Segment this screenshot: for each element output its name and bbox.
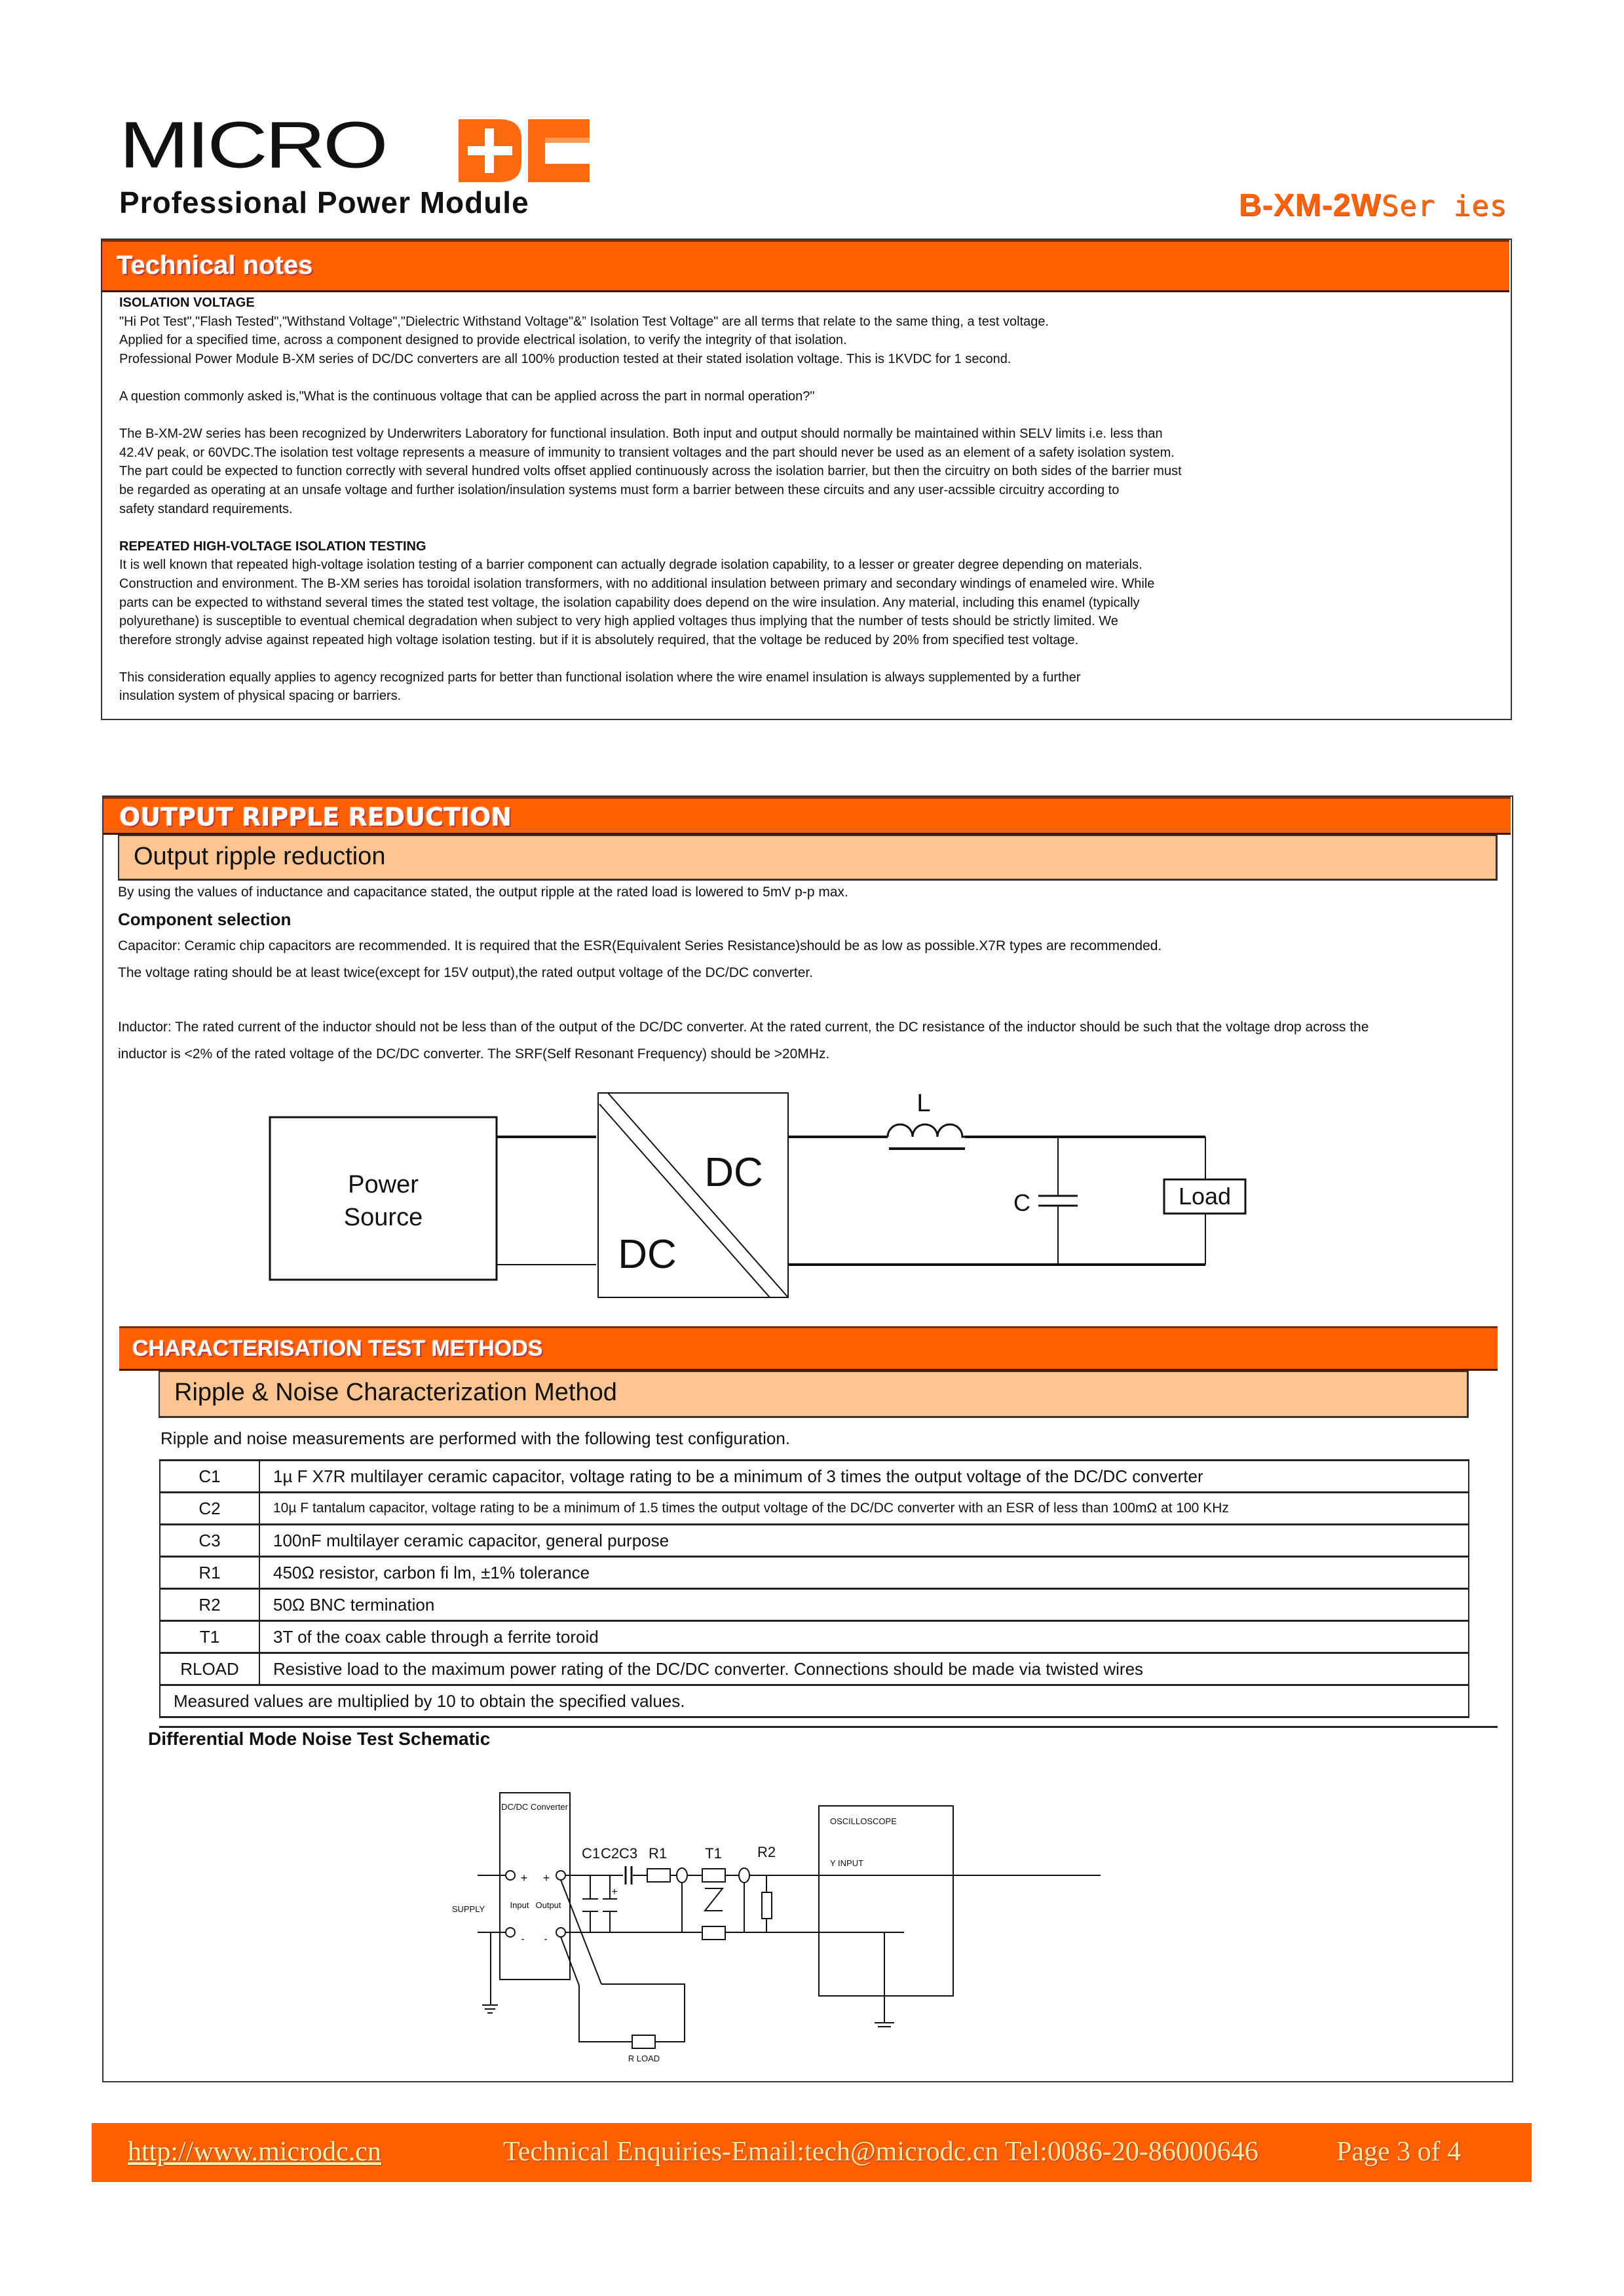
svg-text:-: - xyxy=(544,1934,548,1945)
svg-text:R1: R1 xyxy=(648,1845,668,1862)
svg-text:+: + xyxy=(611,1886,618,1898)
logo-wordmark: MICRO xyxy=(119,108,386,182)
component-desc: 50Ω BNC termination xyxy=(259,1589,1469,1621)
table-row xyxy=(160,1525,1469,1557)
ul-line: 42.4V peak, or 60VDC.The isolation test voltage represents a measure of immunity to transient voltages and the part should never be used as an element of a safety isolation system. xyxy=(119,445,1175,460)
svg-text:SUPPLY: SUPPLY xyxy=(451,1904,485,1914)
svg-text:Y INPUT: Y INPUT xyxy=(830,1858,864,1868)
component-ref: T1 xyxy=(160,1621,259,1653)
table-row xyxy=(160,1557,1469,1589)
table-row xyxy=(160,1589,1469,1621)
ul-line: be regarded as operating at an unsafe voltage and further isolation/insulation systems must form a barrier between these circuits and any user-acssible circuitry according to xyxy=(119,482,1120,497)
table-bottom-rule xyxy=(159,1726,1498,1728)
isolation-line: Applied for a specified time, across a component designed to provide electrical isolation, to verify the integrity of that isolation. xyxy=(119,333,847,348)
ul-line: The part could be expected to function correctly with several hundred volts offset applied continuously across the isolation barrier, but then the circuitry on both sides of the barrier must xyxy=(119,464,1182,479)
svg-text:DC/DC Converter: DC/DC Converter xyxy=(501,1802,568,1812)
svg-text:+: + xyxy=(520,1871,528,1885)
technical-notes-title: Technical notes xyxy=(117,251,313,280)
ripple-intro: By using the values of inductance and capacitance stated, the output ripple at the rated load is lowered to 5mV p-p max. xyxy=(118,885,848,900)
repeated-testing-heading: REPEATED HIGH-VOLTAGE ISOLATION TESTING xyxy=(119,539,426,554)
table-row xyxy=(160,1493,1469,1525)
repeated-line: therefore strongly advise against repeated high voltage isolation testing. but if it is absolutely required, that the voltage be reduced by 20% from specified test voltage. xyxy=(119,632,1079,647)
svg-text:Input: Input xyxy=(510,1900,529,1910)
contact-info: Technical Enquiries-Email:tech@microdc.cn Tel:0086-20-86000646 xyxy=(503,2137,1258,2167)
series-suffix: Ser ies xyxy=(1381,189,1507,223)
logo-dc-mark xyxy=(459,119,590,182)
characterisation-intro: Ripple and noise measurements are performed with the following test configuration. xyxy=(161,1428,791,1448)
series-title xyxy=(1239,187,1507,223)
dc-dc-converter-box xyxy=(500,1793,570,1980)
svg-text:Source: Source xyxy=(343,1204,423,1231)
component-ref: C2 xyxy=(160,1493,259,1525)
component-ref: RLOAD xyxy=(160,1653,259,1685)
technical-notes-header xyxy=(102,240,1509,292)
schematic-heading: Differential Mode Noise Test Schematic xyxy=(148,1729,491,1749)
output-ripple-subheader xyxy=(118,835,1498,881)
power-source-block xyxy=(270,1117,497,1280)
component-ref: R2 xyxy=(160,1589,259,1621)
table-row xyxy=(160,1653,1469,1685)
component-desc: Resistive load to the maximum power rating of the DC/DC converter. Connections should be made via twisted wires xyxy=(259,1653,1469,1685)
repeated-line: It is well known that repeated high-voltage isolation testing of a barrier component can actually degrade isolation capability, to a lesser or greater degree depending on materials. xyxy=(119,558,1142,573)
repeated-line: polyurethane) is susceptible to eventual chemical degradation when subject to very high applied voltages thus implying that the number of tests should be strictly limited. We xyxy=(119,614,1118,629)
svg-text:-: - xyxy=(521,1934,525,1945)
svg-text:Output: Output xyxy=(535,1900,561,1910)
svg-text:+: + xyxy=(542,1871,550,1885)
tagline: Professional Power Module xyxy=(119,185,529,220)
component-desc: 100nF multilayer ceramic capacitor, general purpose xyxy=(259,1525,1469,1557)
isolation-line: Professional Power Module B-XM series of DC/DC converters are all 100% production tested at their stated isolation voltage. This is 1KVDC for 1 second. xyxy=(119,351,1011,366)
component-desc: 10µ F tantalum capacitor, voltage rating to be a minimum of 1.5 times the output voltage of the DC/DC converter with an ESR of less than 100mΩ at 100 KHz xyxy=(259,1493,1469,1525)
component-desc: 3T of the coax cable through a ferrite toroid xyxy=(259,1621,1469,1653)
page-footer xyxy=(92,2123,1532,2182)
inductor-line: inductor is <2% of the rated voltage of the DC/DC converter. The SRF(Self Resonant Frequency) should be >20MHz. xyxy=(118,1046,830,1062)
ul-line: safety standard requirements. xyxy=(119,501,293,516)
question-line: A question commonly asked is,"What is the continuous voltage that can be applied across the part in normal operation?" xyxy=(119,389,815,404)
noise-test-schematic xyxy=(445,1769,1218,2063)
repeated-line: Construction and environment. The B-XM series has toroidal isolation transformers, with no additional insulation between primary and secondary windings of enameled wire. While xyxy=(119,576,1155,591)
svg-text:R2: R2 xyxy=(757,1844,776,1860)
component-selection-heading: Component selection xyxy=(118,909,292,929)
svg-text:Power: Power xyxy=(348,1171,419,1198)
website-link[interactable]: http://www.microdc.cn xyxy=(128,2137,381,2167)
output-ripple-subtitle: Output ripple reduction xyxy=(134,843,386,870)
characterisation-subtitle: Ripple & Noise Characterization Method xyxy=(174,1379,617,1406)
isolation-line: "Hi Pot Test","Flash Tested","Withstand Voltage","Dielectric Withstand Voltage"&” Isolation Test Voltage" are all terms that relate to the same thing, a test voltage. xyxy=(119,314,1049,329)
capacitor-line: The voltage rating should be at least twice(except for 15V output),the rated output voltage of the DC/DC converter. xyxy=(118,965,814,980)
component-ref: C3 xyxy=(160,1525,259,1557)
capacitor-line: Capacitor: Ceramic chip capacitors are recommended. It is required that the ESR(Equivalent Series Resistance)should be as low as possible.X7R types are recommended. xyxy=(118,938,1162,953)
ripple-filter-diagram xyxy=(249,1075,1395,1297)
consideration-line: insulation system of physical spacing or barriers. xyxy=(119,689,402,704)
component-table xyxy=(159,1459,1469,1718)
component-ref: C1 xyxy=(160,1461,259,1493)
oscilloscope-box xyxy=(819,1806,953,1996)
component-desc: 450Ω resistor, carbon fi lm, ±1% tolerance xyxy=(259,1557,1469,1589)
svg-text:Load: Load xyxy=(1178,1183,1232,1210)
svg-text:L: L xyxy=(916,1090,931,1117)
svg-text:C1: C1 xyxy=(581,1845,601,1862)
table-note: Measured values are multiplied by 10 to obtain the specified values. xyxy=(160,1685,1469,1717)
svg-text:DC: DC xyxy=(618,1232,677,1277)
svg-text:R LOAD: R LOAD xyxy=(628,2054,660,2063)
consideration-line: This consideration equally applies to agency recognized parts for better than functional isolation where the wire enamel insulation is always supplemented by a further xyxy=(119,670,1081,685)
inductor-icon xyxy=(888,1124,966,1137)
repeated-line: parts can be expected to withstand several times the stated test voltage, the isolation capability does depend on the wire insulation. Any material, including this enamel (typically xyxy=(119,595,1140,610)
characterisation-header xyxy=(119,1326,1498,1371)
component-desc: 1µ F X7R multilayer ceramic capacitor, voltage rating to be a minimum of 3 times the output voltage of the DC/DC converter xyxy=(259,1461,1469,1493)
series-name: B-XM-2W xyxy=(1238,188,1382,223)
component-ref: R1 xyxy=(160,1557,259,1589)
ul-line: The B-XM-2W series has been recognized by Underwriters Laboratory for functional insulation. Both input and output should normally be maintained within SELV limits i.e. less than xyxy=(119,427,1163,442)
svg-text:C2: C2 xyxy=(600,1845,620,1862)
svg-text:DC: DC xyxy=(704,1150,763,1195)
table-row xyxy=(160,1461,1469,1493)
output-ripple-title: OUTPUT RIPPLE REDUCTION xyxy=(119,803,512,832)
characterisation-title: CHARACTERISATION TEST METHODS xyxy=(132,1336,543,1361)
svg-text:C3: C3 xyxy=(618,1845,638,1862)
characterisation-subheader xyxy=(159,1371,1469,1418)
svg-text:C: C xyxy=(1013,1189,1030,1216)
page-number: Page 3 of 4 xyxy=(1336,2137,1462,2167)
svg-text:OSCILLOSCOPE: OSCILLOSCOPE xyxy=(830,1816,897,1826)
rload-resistor xyxy=(632,2035,655,2048)
table-note-row xyxy=(160,1685,1469,1717)
output-ripple-header xyxy=(104,797,1511,835)
technical-notes-body xyxy=(119,294,1182,706)
table-row xyxy=(160,1621,1469,1653)
svg-text:T1: T1 xyxy=(705,1845,722,1862)
inductor-line: Inductor: The rated current of the inductor should not be less than of the output of the DC/DC converter. At the rated current, the DC resistance of the inductor should be such that the voltage drop across the xyxy=(118,1020,1369,1035)
isolation-voltage-heading: ISOLATION VOLTAGE xyxy=(119,296,255,310)
